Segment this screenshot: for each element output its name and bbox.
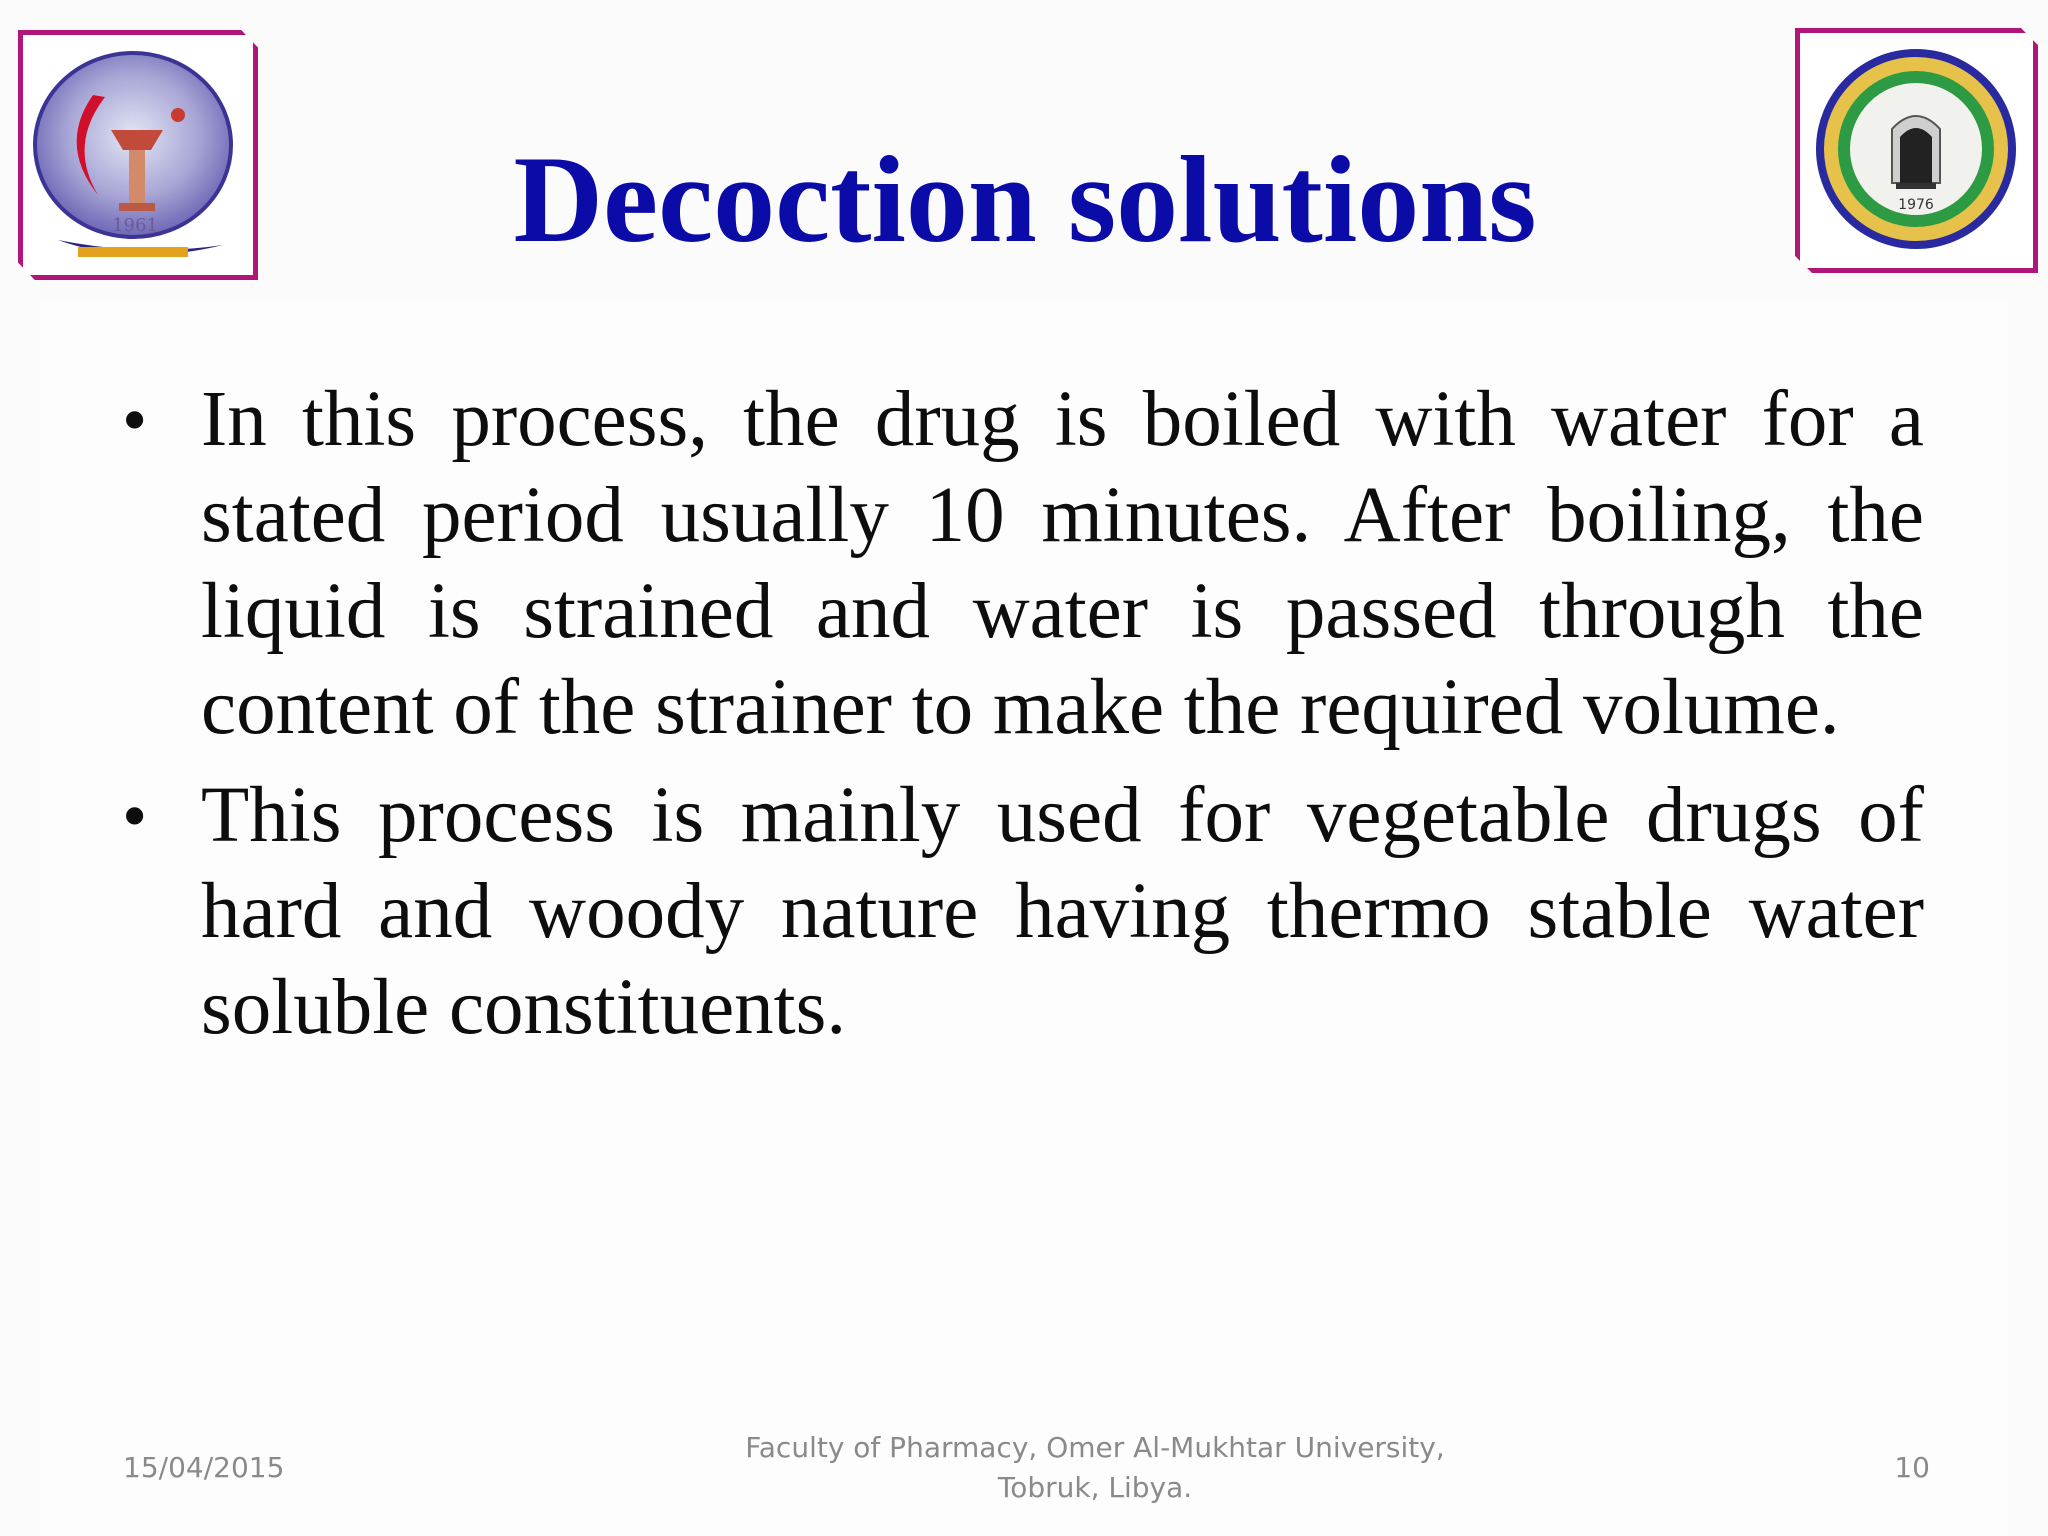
bullet-item xyxy=(122,768,1924,1056)
svg-text:1976: 1976 xyxy=(1898,197,1934,213)
bullet-text: In this process, the drug is boiled with water for a stated period usually 10 minutes. After boiling, the liquid is strained and water is passed through the content of the strainer to make the required volume. xyxy=(201,376,1924,751)
svg-text:1961: 1961 xyxy=(112,215,158,236)
bullet-list xyxy=(122,372,1924,1068)
bullet-text: This process is mainly used for vegetable drugs of hard and woody nature having thermo stable water soluble constituents. xyxy=(201,772,1924,1051)
logo-right-frame xyxy=(1795,28,2038,273)
university-seal-icon xyxy=(1800,33,2033,268)
logo-left-frame xyxy=(18,30,258,280)
footer-institution-line1: Faculty of Pharmacy, Omer Al-Mukhtar University, xyxy=(745,1431,1445,1464)
footer-page-number: 10 xyxy=(1894,1451,1930,1484)
faculty-of-pharmacy-emblem-icon xyxy=(23,35,253,275)
bullet-icon: • xyxy=(122,380,148,460)
footer-institution xyxy=(690,1428,1500,1508)
bullet-icon: • xyxy=(122,776,148,856)
slide-title: Decoction solutions xyxy=(513,131,1537,268)
bullet-item xyxy=(122,372,1924,756)
footer-date: 15/04/2015 xyxy=(123,1451,285,1484)
footer-institution-line2: Tobruk, Libya. xyxy=(997,1471,1193,1504)
